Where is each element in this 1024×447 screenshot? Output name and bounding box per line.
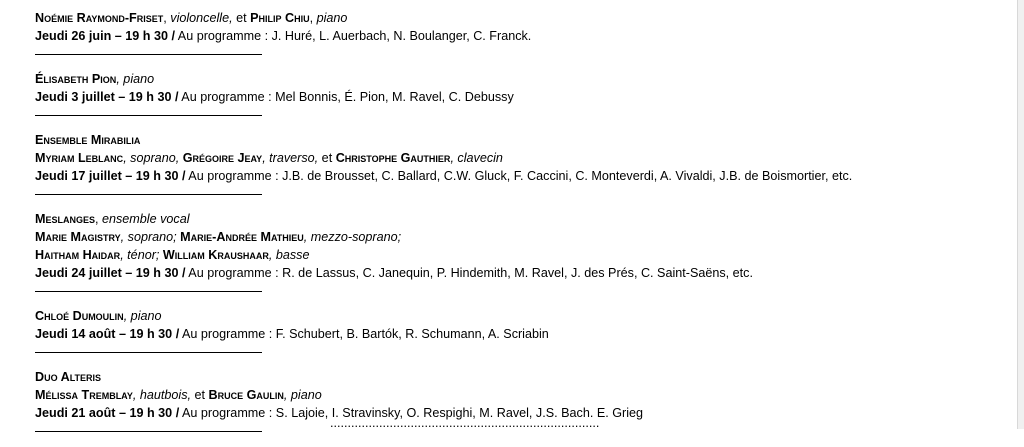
performer-name: Noémie Raymond-Friset bbox=[35, 11, 164, 25]
performer-line bbox=[35, 210, 1005, 228]
concert-date-program-line bbox=[35, 167, 1005, 185]
performer-name: Christophe Gauthier bbox=[335, 151, 451, 165]
concert-date: Jeudi 3 juillet – 19 h 30 / bbox=[35, 90, 179, 104]
performer-name: William Kraushaar bbox=[162, 248, 269, 262]
concert-date: Jeudi 24 juillet – 19 h 30 / bbox=[35, 266, 186, 280]
performer-line bbox=[35, 9, 1005, 27]
program-text: et bbox=[191, 388, 209, 402]
concert-date: Jeudi 21 août – 19 h 30 / bbox=[35, 406, 180, 420]
instrument-label: piano bbox=[316, 11, 348, 25]
program-text: Au programme : Mel Bonnis, É. Pion, M. Ravel, C. Debussy bbox=[178, 90, 514, 104]
instrument-label: , soprano, bbox=[123, 151, 183, 165]
instrument-label: , basse bbox=[268, 248, 310, 262]
concert-entry bbox=[35, 307, 1005, 353]
concert-list bbox=[35, 9, 1005, 447]
performer-name: Grégoire Jeay bbox=[182, 151, 263, 165]
instrument-label: , ténor; bbox=[120, 248, 163, 262]
concert-date: Jeudi 14 août – 19 h 30 / bbox=[35, 327, 180, 341]
concert-entry bbox=[35, 70, 1005, 116]
performer-name: Marie-Andrée Mathieu bbox=[180, 230, 304, 244]
performer-name: Élisabeth Pion bbox=[35, 72, 117, 86]
instrument-label: , piano bbox=[116, 72, 155, 86]
program-text: et bbox=[318, 151, 336, 165]
concert-date-program-line bbox=[35, 88, 1005, 106]
performer-name: Philip Chiu bbox=[250, 11, 310, 25]
program-text: , bbox=[309, 11, 317, 25]
performer-name: Ensemble Mirabilia bbox=[35, 133, 141, 147]
program-text: Au programme : R. de Lassus, C. Janequin, P. Hindemith, M. Ravel, J. des Prés, C. Saint-Saëns, etc. bbox=[185, 266, 753, 280]
performer-line bbox=[35, 368, 1005, 386]
program-text: Au programme : S. Lajoie, I. Stravinsky, O. Respighi, M. Ravel, J.S. Bach. E. Grieg bbox=[179, 406, 644, 420]
instrument-label: , traverso, bbox=[262, 151, 319, 165]
instrument-label: , mezzo-soprano; bbox=[303, 230, 402, 244]
performer-name: Haitham Haidar bbox=[35, 248, 121, 262]
performer-line bbox=[35, 228, 1005, 246]
concert-entry bbox=[35, 210, 1005, 292]
program-text: Au programme : F. Schubert, B. Bartók, R. Schumann, A. Scriabin bbox=[179, 327, 549, 341]
instrument-label: , clavecin bbox=[450, 151, 503, 165]
cut-off-line bbox=[330, 416, 700, 430]
program-text: et bbox=[232, 11, 251, 25]
performer-line bbox=[35, 70, 1005, 88]
instrument-label: , piano bbox=[123, 309, 162, 323]
concert-date: Jeudi 17 juillet – 19 h 30 / bbox=[35, 169, 186, 183]
separator-line bbox=[35, 431, 262, 432]
performer-name: Duo Alteris bbox=[35, 370, 102, 384]
performer-name: Bruce Gaulin bbox=[208, 388, 284, 402]
performer-name: Chloé Dumoulin bbox=[35, 309, 124, 323]
instrument-label: , hautbois, bbox=[132, 388, 191, 402]
cut-off-text: ............................................................................. bbox=[330, 416, 600, 430]
performer-name: Marie Magistry bbox=[35, 230, 121, 244]
performer-name: Mélissa Tremblay bbox=[35, 388, 133, 402]
concert-date-program-line bbox=[35, 264, 1005, 282]
separator-line bbox=[35, 115, 262, 116]
program-text: Au programme : J.B. de Brousset, C. Ballard, C.W. Gluck, F. Caccini, C. Monteverdi, A. Vivaldi, J.B. de Boismortier, etc. bbox=[185, 169, 853, 183]
instrument-label: ensemble vocal bbox=[102, 212, 190, 226]
instrument-label: , piano bbox=[283, 388, 322, 402]
performer-line bbox=[35, 307, 1005, 325]
separator-line bbox=[35, 194, 262, 195]
concert-entry bbox=[35, 131, 1005, 195]
program-text: Au programme : J. Huré, L. Auerbach, N. Boulanger, C. Franck. bbox=[175, 29, 532, 43]
performer-name: Meslanges bbox=[35, 212, 95, 226]
separator-line bbox=[35, 352, 262, 353]
instrument-label: , soprano; bbox=[120, 230, 181, 244]
performer-line bbox=[35, 131, 1005, 149]
program-text: , bbox=[163, 11, 171, 25]
concert-date-program-line bbox=[35, 27, 1005, 45]
separator-line bbox=[35, 291, 262, 292]
performer-line bbox=[35, 386, 1005, 404]
separator-line bbox=[35, 54, 262, 55]
instrument-label: violoncelle, bbox=[170, 11, 233, 25]
performer-name: Myriam Leblanc bbox=[35, 151, 124, 165]
scrollbar-track[interactable] bbox=[1017, 0, 1024, 429]
program-text: , bbox=[95, 212, 102, 226]
concert-date: Jeudi 26 juin – 19 h 30 / bbox=[35, 29, 175, 43]
performer-line bbox=[35, 246, 1005, 264]
performer-line bbox=[35, 149, 1005, 167]
concert-entry bbox=[35, 9, 1005, 55]
concert-date-program-line bbox=[35, 325, 1005, 343]
